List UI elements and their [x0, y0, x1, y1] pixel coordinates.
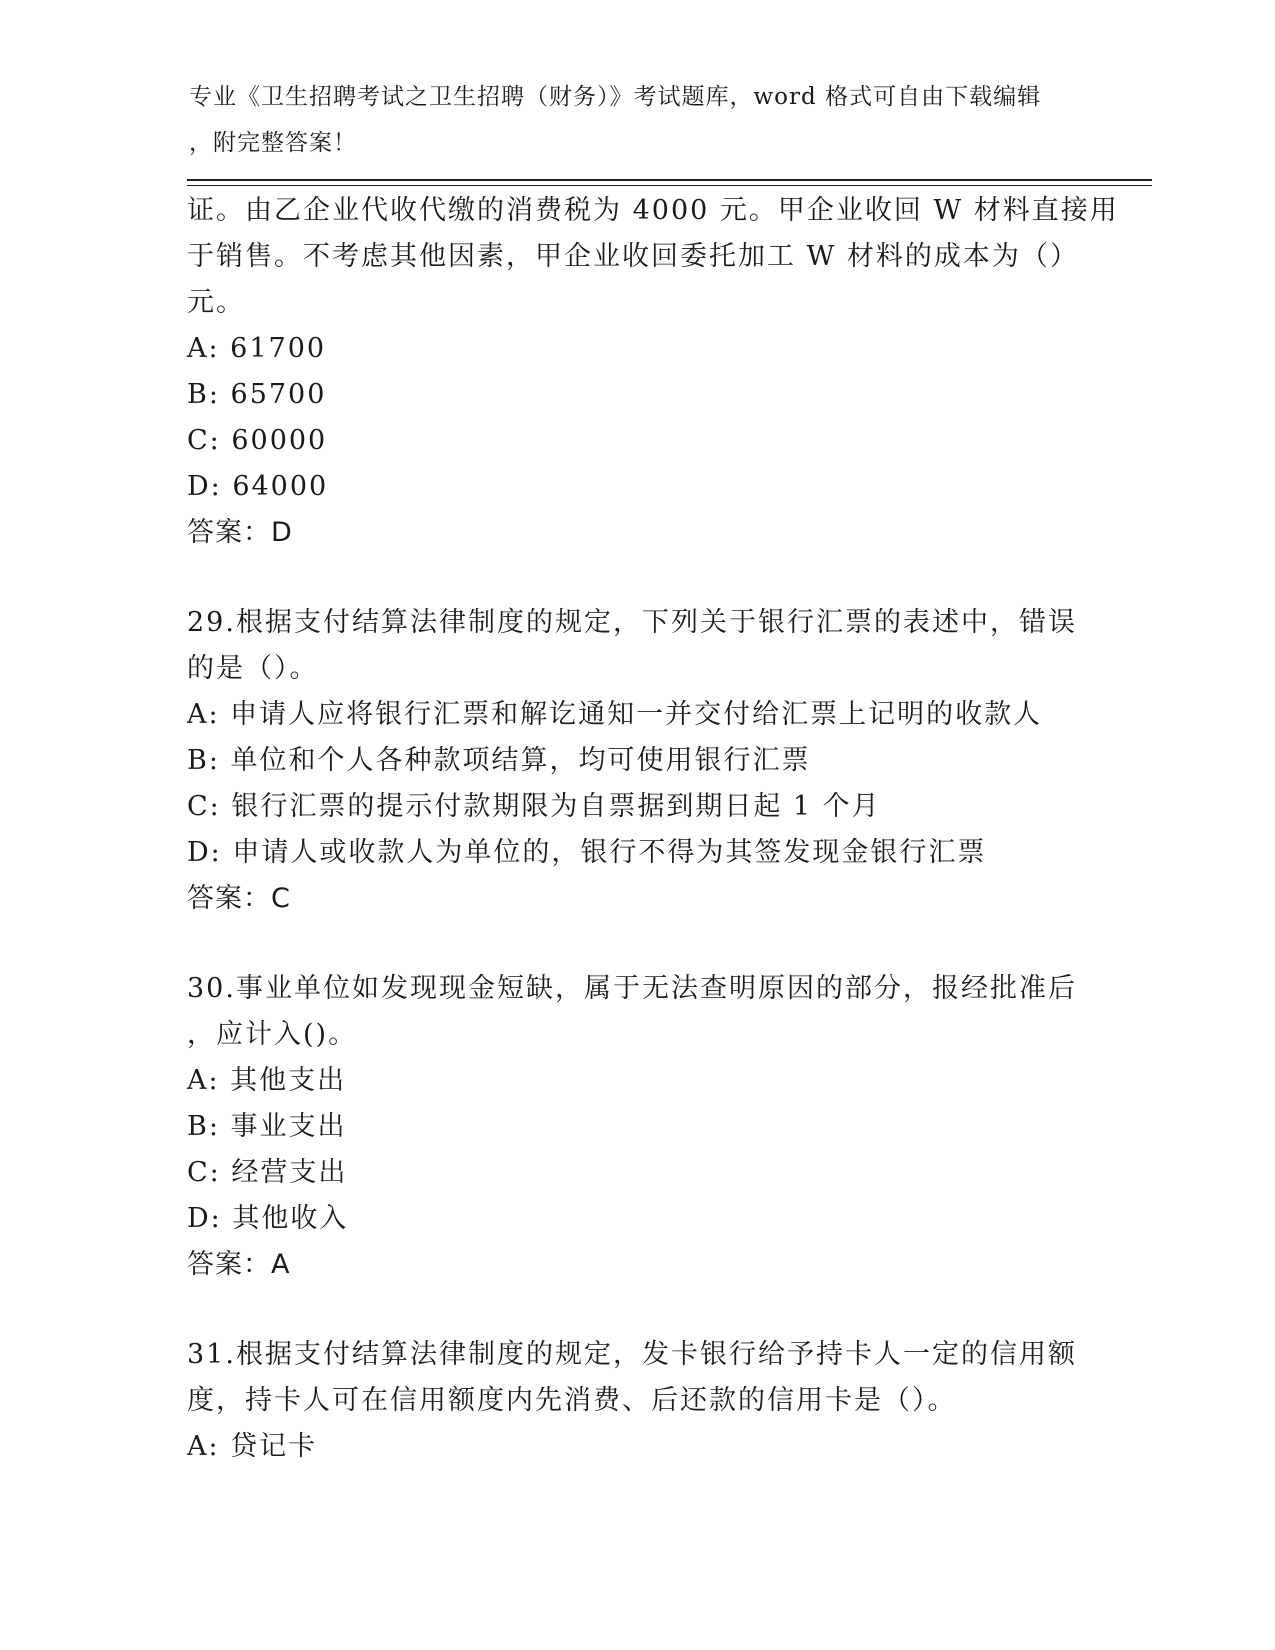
- option-c: C: 银行汇票的提示付款期限为自票据到期日起 1 个月: [187, 791, 881, 822]
- option-c: C: 60000: [187, 425, 328, 456]
- option-b: B: 事业支出: [187, 1111, 347, 1142]
- option-a: A: 61700: [187, 333, 327, 364]
- question-28: [187, 188, 1119, 556]
- option-a: A: 申请人应将银行汇票和解讫通知一并交付给汇票上记明的收款人: [187, 699, 1043, 730]
- option-b: B: 65700: [187, 379, 327, 410]
- answer: 答案：D: [187, 517, 293, 548]
- spacer: [187, 922, 1087, 966]
- question-stem-line: ，应计入()。: [187, 1019, 358, 1050]
- question-30: [187, 966, 1087, 1288]
- document-body: [187, 188, 1119, 1470]
- option-a: A: 其他支出: [187, 1065, 347, 1096]
- header-divider-thick: [187, 179, 1152, 181]
- question-31: [187, 1332, 1087, 1470]
- page-header: [189, 74, 1069, 166]
- header-line-2: ，附完整答案！: [189, 130, 357, 156]
- answer: 答案：A: [187, 1249, 291, 1280]
- option-d: D: 其他收入: [187, 1203, 349, 1234]
- option-b: B: 单位和个人各种款项结算，均可使用银行汇票: [187, 745, 811, 776]
- header-divider-thin: [187, 185, 1152, 186]
- spacer: [187, 556, 1087, 600]
- question-stem-line: 于销售。不考虑其他因素，甲企业收回委托加工 W 材料的成本为（）: [187, 241, 1079, 272]
- question-stem-line: 证。由乙企业代收代缴的消费税为 4000 元。甲企业收回 W 材料直接用: [187, 195, 1119, 226]
- answer: 答案：C: [187, 883, 291, 914]
- question-stem-line: 29.根据支付结算法律制度的规定，下列关于银行汇票的表述中，错误: [187, 607, 1077, 638]
- spacer: [187, 1288, 1087, 1332]
- question-stem-line: 度，持卡人可在信用额度内先消费、后还款的信用卡是（）。: [187, 1385, 957, 1416]
- question-stem-line: 元。: [187, 287, 245, 318]
- question-29: [187, 600, 1087, 922]
- option-d: D: 64000: [187, 471, 329, 502]
- option-d: D: 申请人或收款人为单位的，银行不得为其签发现金银行汇票: [187, 837, 987, 868]
- question-stem-line: 的是（）。: [187, 653, 319, 684]
- option-c: C: 经营支出: [187, 1157, 348, 1188]
- header-line-1: 专业《卫生招聘考试之卫生招聘（财务）》考试题库，word 格式可自由下载编辑: [189, 84, 1042, 110]
- question-stem-line: 31.根据支付结算法律制度的规定，发卡银行给予持卡人一定的信用额: [187, 1339, 1077, 1370]
- question-stem-line: 30.事业单位如发现现金短缺，属于无法查明原因的部分，报经批准后: [187, 973, 1077, 1004]
- option-a: A: 贷记卡: [187, 1431, 318, 1462]
